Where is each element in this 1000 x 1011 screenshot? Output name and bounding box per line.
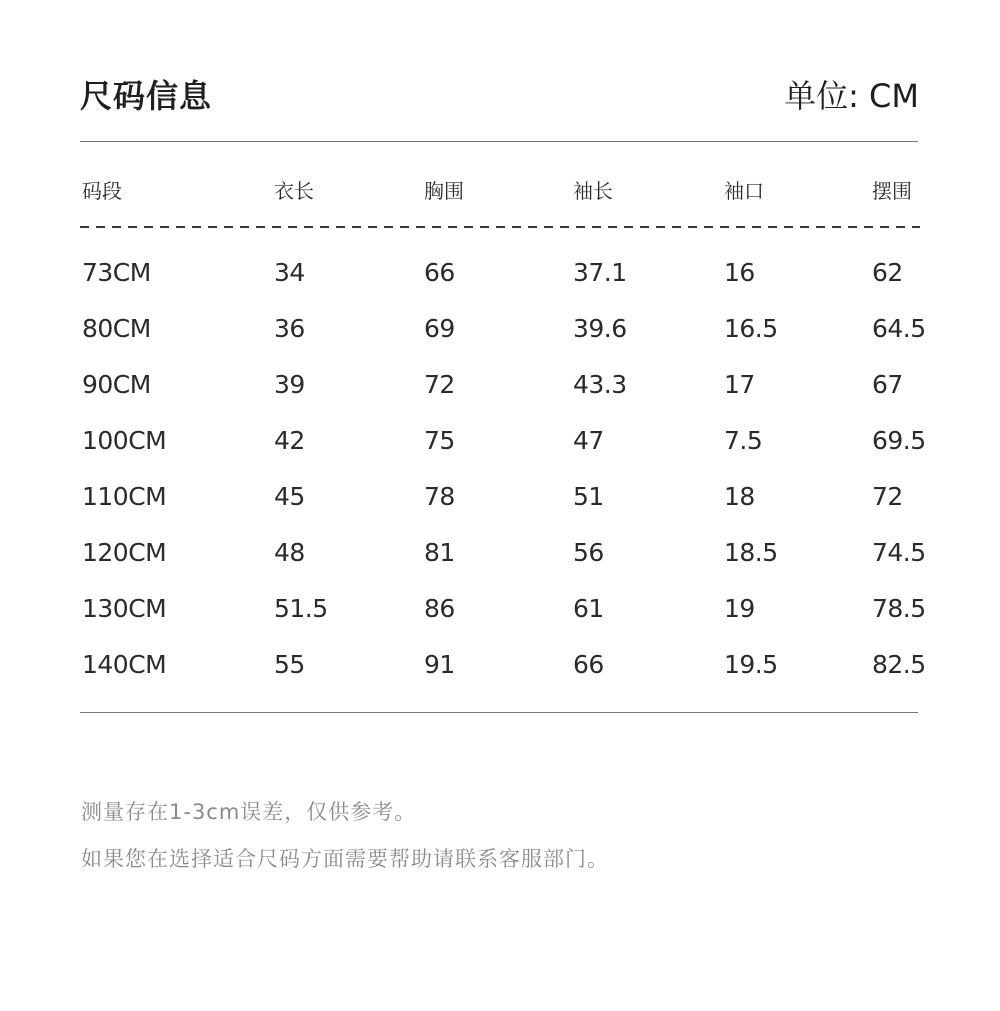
- table-cell: 69: [424, 314, 455, 343]
- table-cell: 69.5: [872, 426, 926, 455]
- table-cell: 130CM: [82, 594, 167, 623]
- table-cell: 55: [274, 650, 305, 679]
- table-cell: 62: [872, 258, 903, 287]
- table-cell: 120CM: [82, 538, 167, 567]
- table-cell: 18: [724, 482, 755, 511]
- table-cell: 82.5: [872, 650, 926, 679]
- table-cell: 7.5: [724, 426, 763, 455]
- table-cell: 78: [424, 482, 455, 511]
- column-header-cuff: 袖口: [724, 179, 764, 203]
- top-divider: [80, 141, 918, 142]
- table-cell: 16.5: [724, 314, 778, 343]
- table-cell: 17: [724, 370, 755, 399]
- bottom-divider: [80, 712, 918, 713]
- table-cell: 45: [274, 482, 305, 511]
- table-cell: 140CM: [82, 650, 167, 679]
- table-cell: 91: [424, 650, 455, 679]
- table-cell: 36: [274, 314, 305, 343]
- table-cell: 47: [573, 426, 604, 455]
- column-header-length: 衣长: [274, 179, 314, 203]
- table-cell: 78.5: [872, 594, 926, 623]
- table-cell: 19: [724, 594, 755, 623]
- column-header-chest: 胸围: [424, 179, 464, 203]
- measurement-note: 测量存在1-3cm误差，仅供参考。: [81, 800, 417, 824]
- table-cell: 80CM: [82, 314, 151, 343]
- column-header-sleeve-length: 袖长: [573, 179, 613, 203]
- table-cell: 66: [573, 650, 604, 679]
- table-cell: 81: [424, 538, 455, 567]
- table-cell: 86: [424, 594, 455, 623]
- column-header-hem: 摆围: [872, 179, 912, 203]
- table-cell: 39: [274, 370, 305, 399]
- table-cell: 64.5: [872, 314, 926, 343]
- table-cell: 61: [573, 594, 604, 623]
- table-cell: 74.5: [872, 538, 926, 567]
- table-cell: 72: [424, 370, 455, 399]
- table-cell: 39.6: [573, 314, 627, 343]
- table-cell: 110CM: [82, 482, 167, 511]
- table-cell: 37.1: [573, 258, 627, 287]
- table-cell: 34: [274, 258, 305, 287]
- table-cell: 72: [872, 482, 903, 511]
- table-cell: 67: [872, 370, 903, 399]
- table-cell: 48: [274, 538, 305, 567]
- table-cell: 51.5: [274, 594, 328, 623]
- header-dashed-divider: [80, 226, 920, 228]
- table-cell: 75: [424, 426, 455, 455]
- table-cell: 19.5: [724, 650, 778, 679]
- table-cell: 90CM: [82, 370, 151, 399]
- unit-label: 单位: CM: [784, 77, 919, 115]
- table-cell: 100CM: [82, 426, 167, 455]
- customer-service-note: 如果您在选择适合尺码方面需要帮助请联系客服部门。: [81, 847, 609, 871]
- column-header-size: 码段: [82, 179, 122, 203]
- table-cell: 51: [573, 482, 604, 511]
- table-cell: 16: [724, 258, 755, 287]
- table-cell: 73CM: [82, 258, 151, 287]
- table-cell: 18.5: [724, 538, 778, 567]
- table-cell: 66: [424, 258, 455, 287]
- size-info-title: 尺码信息: [80, 77, 213, 115]
- table-cell: 56: [573, 538, 604, 567]
- table-cell: 42: [274, 426, 305, 455]
- table-cell: 43.3: [573, 370, 627, 399]
